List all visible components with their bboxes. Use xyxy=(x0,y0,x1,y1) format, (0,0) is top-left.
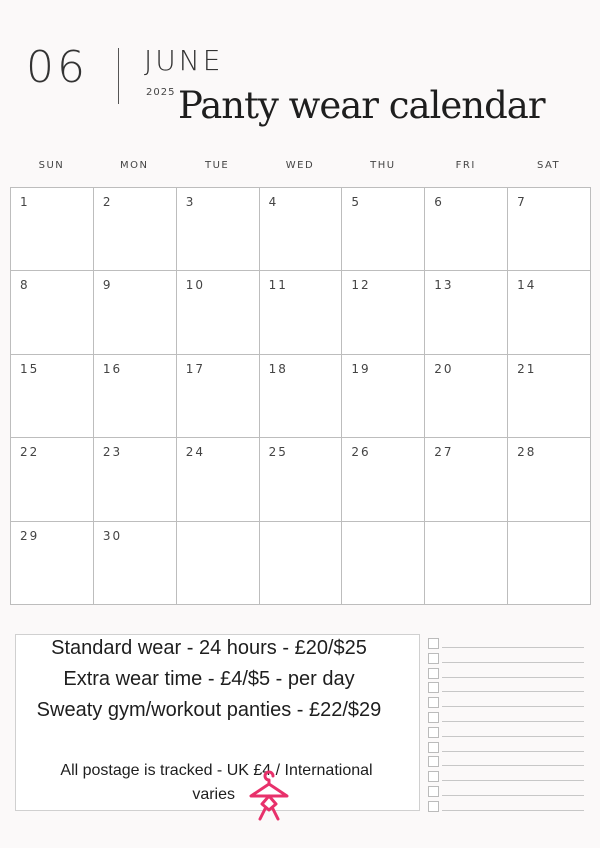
day-number: 11 xyxy=(268,278,288,293)
day-number: 30 xyxy=(102,528,123,543)
day-cell xyxy=(260,438,343,521)
write-line xyxy=(442,706,584,707)
day-number: 3 xyxy=(185,195,196,209)
day-cell xyxy=(94,188,177,271)
day-cell xyxy=(260,271,343,354)
day-cell xyxy=(177,355,260,438)
day-cell xyxy=(94,438,177,521)
day-cell xyxy=(177,438,260,521)
day-number: 24 xyxy=(185,445,205,460)
day-number: 7 xyxy=(517,195,527,209)
write-line xyxy=(442,780,584,781)
day-cell xyxy=(177,522,260,605)
day-cell xyxy=(425,438,508,521)
write-line xyxy=(442,795,584,796)
day-cell xyxy=(425,188,508,271)
day-cell xyxy=(260,355,343,438)
day-number: 4 xyxy=(268,195,279,209)
checklist-row xyxy=(428,636,584,651)
checkbox xyxy=(428,742,439,753)
write-line xyxy=(442,765,584,766)
day-number: 1 xyxy=(20,195,30,209)
day-number: 2 xyxy=(102,195,113,209)
day-number: 27 xyxy=(434,445,454,460)
day-number: 16 xyxy=(102,361,123,376)
day-cell xyxy=(94,522,177,605)
checkbox xyxy=(428,727,439,738)
day-number: 13 xyxy=(434,278,454,293)
checkbox xyxy=(428,682,439,693)
checklist-row xyxy=(428,666,584,681)
checklist-row xyxy=(428,725,584,740)
checkbox xyxy=(428,786,439,797)
day-number: 22 xyxy=(20,445,40,460)
day-number: 21 xyxy=(517,361,537,376)
weekday-wed: WED xyxy=(285,160,315,171)
weekday-fri: FRI xyxy=(455,160,476,171)
day-cell xyxy=(508,355,591,438)
day-cell xyxy=(342,188,425,271)
day-cell xyxy=(177,188,260,271)
day-cell xyxy=(425,271,508,354)
day-cell xyxy=(342,355,425,438)
day-cell xyxy=(342,522,425,605)
checklist-row xyxy=(428,769,584,784)
day-cell xyxy=(342,271,425,354)
day-cell xyxy=(11,271,94,354)
weekday-header xyxy=(10,160,590,174)
checkbox xyxy=(428,801,439,812)
month-name: JUNE xyxy=(144,44,224,77)
notes-checklist xyxy=(428,636,584,814)
write-line xyxy=(442,677,584,678)
postage-note-line2: varies xyxy=(192,786,235,803)
day-number: 29 xyxy=(20,528,40,543)
checklist-row xyxy=(428,754,584,769)
write-line xyxy=(442,691,584,692)
checkbox xyxy=(428,668,439,679)
day-number: 5 xyxy=(351,195,362,209)
checkbox xyxy=(428,756,439,767)
day-number: 23 xyxy=(102,445,123,460)
day-number: 9 xyxy=(102,278,113,293)
day-number: 20 xyxy=(434,361,454,376)
day-cell xyxy=(508,188,591,271)
page-title: Panty wear calendar xyxy=(178,84,545,127)
day-cell xyxy=(260,188,343,271)
day-number: 8 xyxy=(20,278,30,293)
weekday-mon: MON xyxy=(120,160,149,171)
day-cell xyxy=(508,271,591,354)
day-cell xyxy=(177,271,260,354)
day-cell xyxy=(425,522,508,605)
year-label: 2025 xyxy=(146,87,176,98)
checklist-row xyxy=(428,710,584,725)
day-number: 17 xyxy=(185,361,205,376)
write-line xyxy=(442,647,584,648)
weekday-sun: SUN xyxy=(38,160,65,171)
write-line xyxy=(442,736,584,737)
day-number: 15 xyxy=(20,361,40,376)
day-cell xyxy=(260,522,343,605)
write-line xyxy=(442,751,584,752)
calendar-grid xyxy=(10,187,591,605)
checkbox xyxy=(428,653,439,664)
checklist-row xyxy=(428,784,584,799)
day-number: 19 xyxy=(351,361,371,376)
month-number: 06 xyxy=(26,42,88,93)
checklist-row xyxy=(428,740,584,755)
checkbox xyxy=(428,638,439,649)
day-cell xyxy=(11,522,94,605)
weekday-thu: THU xyxy=(370,160,396,171)
checklist-row xyxy=(428,680,584,695)
day-number: 14 xyxy=(517,278,537,293)
day-cell xyxy=(425,355,508,438)
day-number: 28 xyxy=(517,445,537,460)
weekday-tue: TUE xyxy=(205,160,230,171)
day-cell xyxy=(94,271,177,354)
day-number: 25 xyxy=(268,445,288,460)
day-number: 10 xyxy=(185,278,205,293)
postage-note-line1: All postage is tracked - UK £4 / International xyxy=(60,762,373,779)
write-line xyxy=(442,662,584,663)
hanger-bow-icon xyxy=(243,766,299,822)
day-cell xyxy=(11,188,94,271)
day-cell xyxy=(342,438,425,521)
write-line xyxy=(442,721,584,722)
weekday-sat: SAT xyxy=(536,160,561,171)
pricing-gym: Sweaty gym/workout panties - £22/$29 xyxy=(36,699,382,721)
checkbox xyxy=(428,712,439,723)
day-cell xyxy=(94,355,177,438)
checklist-row xyxy=(428,651,584,666)
day-cell xyxy=(11,355,94,438)
day-number: 6 xyxy=(434,195,444,209)
checkbox xyxy=(428,771,439,782)
write-line xyxy=(442,810,584,811)
header-divider xyxy=(118,48,119,104)
pricing-standard: Standard wear - 24 hours - £20/$25 xyxy=(51,637,367,659)
day-cell xyxy=(508,522,591,605)
checklist-row xyxy=(428,695,584,710)
pricing-extra: Extra wear time - £4/$5 - per day xyxy=(63,668,355,690)
day-cell xyxy=(508,438,591,521)
checklist-row xyxy=(428,799,584,814)
day-number: 12 xyxy=(351,278,371,293)
day-cell xyxy=(11,438,94,521)
day-number: 26 xyxy=(351,445,371,460)
checkbox xyxy=(428,697,439,708)
day-number: 18 xyxy=(268,361,288,376)
